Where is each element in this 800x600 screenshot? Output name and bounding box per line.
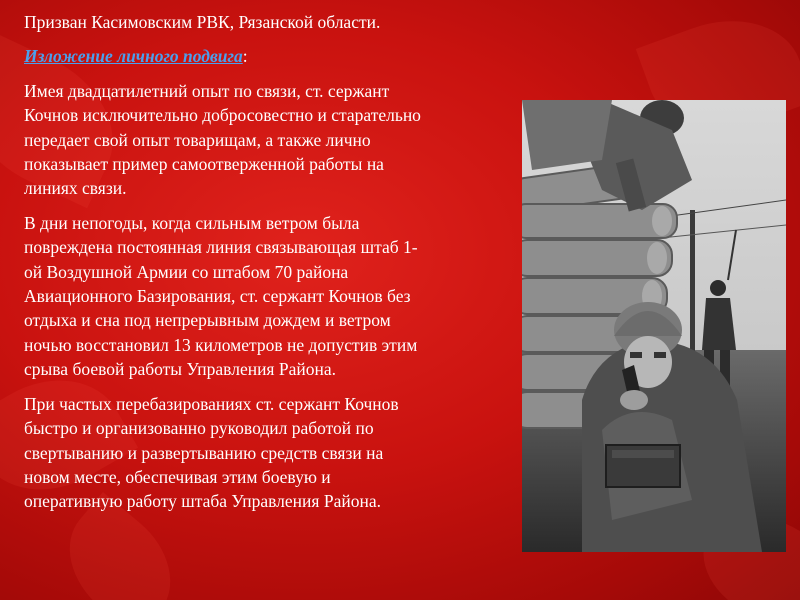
photo-drawing — [522, 100, 786, 552]
intro-line: Призван Касимовским РВК, Рязанской области. — [24, 12, 381, 32]
text-line: быстро и организованно руководил работой по — [24, 418, 374, 439]
text-line: передает свой опыт товарищам, а также лично — [24, 129, 371, 150]
text-line: оперативную работу штаба Управления Района. — [24, 491, 381, 512]
feat-heading — [24, 44, 524, 68]
text-line: срыва боевой работы Управления Района. — [24, 359, 336, 380]
biography-text — [24, 10, 524, 524]
paragraph-storm-repair — [24, 211, 524, 382]
text-line: Имея двадцатилетний опыт по связи, ст. сержант — [24, 80, 390, 101]
text-line: ой Воздушной Армии со штабом 70 района — [24, 261, 349, 282]
text-line: линиях связи. — [24, 178, 127, 199]
text-line: ночью восстановил 13 километров не допустив этим — [24, 334, 418, 355]
feat-heading-label: Изложение личного подвига — [24, 46, 243, 67]
paragraph-experience — [24, 79, 524, 201]
text-line: При частых перебазированиях ст. сержант Кочнов — [24, 393, 399, 414]
paragraph-relocation — [24, 392, 524, 514]
text-line: отдыха и сна под непрерывным дождем и ветром — [24, 310, 391, 331]
text-line: показывает пример самоотверженной работы на — [24, 154, 384, 175]
wartime-signalmen-photo — [522, 100, 786, 552]
feat-heading-colon: : — [242, 46, 248, 67]
text-line: В дни непогоды, когда сильным ветром была — [24, 212, 360, 233]
text-line: свертыванию и развертыванию средств связи на — [24, 442, 384, 463]
text-line: новом месте, обеспечивая этим боевую и — [24, 466, 331, 487]
text-line: Кочнов исключительно добросовестно и старательно — [24, 105, 421, 126]
text-line: повреждена постоянная линия связывающая штаб 1- — [24, 237, 418, 258]
text-line: Авиационного Базирования, ст. сержант Кочнов без — [24, 286, 411, 307]
